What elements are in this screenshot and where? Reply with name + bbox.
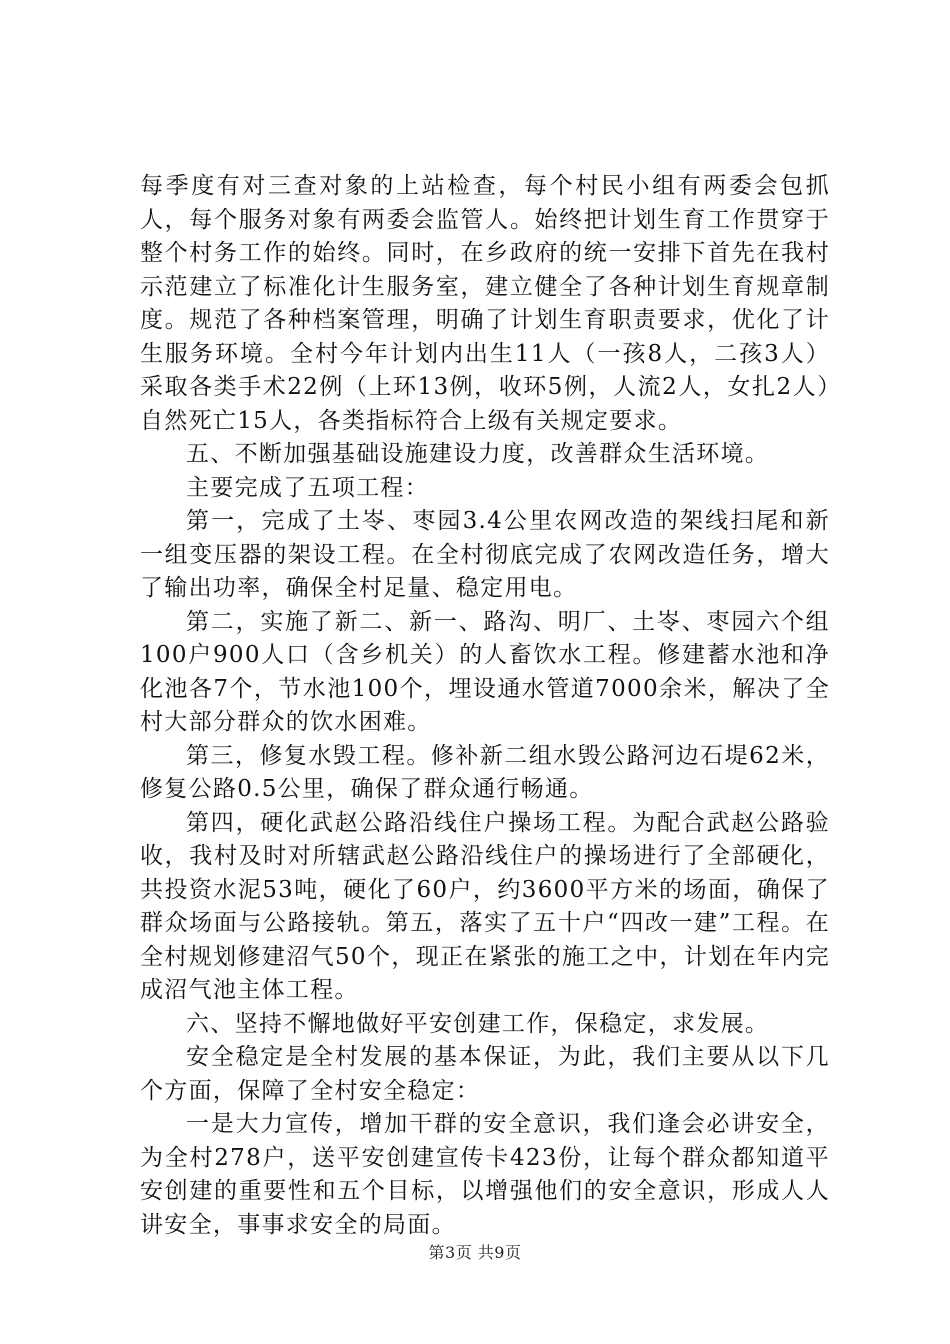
paragraph-project-two: 第二，实施了新二、新一、路沟、明厂、土岺、枣园六个组100户900人口（含乡机关）的人畜饮水工程。修建蓄水池和净化池各7个，节水池100个，埋设通水管道7000余米，解决了全村大部分群众的饮水困难。 xyxy=(140,608,830,735)
paragraph-family-planning: 每季度有对三查对象的上站检查，每个村民小组有两委会包抓人，每个服务对象有两委会监管人。始终把计划生育工作贯穿于整个村务工作的始终。同时，在乡政府的统一安排下首先在我村示范建立了标准化计生服务室，建立健全了各种计划生育规章制度。规范了各种档案管理，明确了计划生育职责要求，优化了计生服务环境。全村今年计划内出生11人（一孩8人，二孩3人）采取各类手术22例（上环13例，收环5例，人流2人，女扎2人）自然死亡15人，各类指标符合上级有关规定要求。 xyxy=(140,173,830,434)
document-body xyxy=(140,170,830,1242)
page-footer: 第3页 共9页 xyxy=(428,1243,522,1262)
paragraph-five-projects-intro: 主要完成了五项工程： xyxy=(186,474,429,501)
paragraph-safety-publicity: 一是大力宣传，增加干群的安全意识，我们逢会必讲安全，为全村278户，送平安创建宣传卡423份，让每个群众都知道平安创建的重要性和五个目标，以增强他们的安全意识，形成人人讲安全，事事求安全的局面。 xyxy=(140,1111,830,1238)
section-heading-safety: 六、坚持不懈地做好平安创建工作，保稳定，求发展。 xyxy=(186,1010,770,1037)
paragraph-project-one: 第一，完成了土岺、枣园3.4公里农网改造的架线扫尾和新一组变压器的架设工程。在全村彻底完成了农网改造任务，增大了输出功率，确保全村足量、稳定用电。 xyxy=(140,508,830,601)
paragraph-safety-intro: 安全稳定是全村发展的基本保证，为此，我们主要从以下几个方面，保障了全村安全稳定： xyxy=(140,1044,830,1104)
paragraph-project-three: 第三，修复水毁工程。修补新二组水毁公路河边石堤62米，修复公路0.5公里，确保了群众通行畅通。 xyxy=(140,742,830,802)
paragraph-project-four-five: 第四，硬化武赵公路沿线住户操场工程。为配合武赵公路验收，我村及时对所辖武赵公路沿线住户的操场进行了全部硬化，共投资水泥53吨，硬化了60户，约3600平方米的场面，确保了群众场面与公路接轨。第五，落实了五十户“四改一建”工程。在全村规划修建沼气50个，现正在紧张的施工之中，计划在年内完成沼气池主体工程。 xyxy=(140,809,830,1003)
section-heading-infrastructure: 五、不断加强基础设施建设力度，改善群众生活环境。 xyxy=(186,441,770,467)
